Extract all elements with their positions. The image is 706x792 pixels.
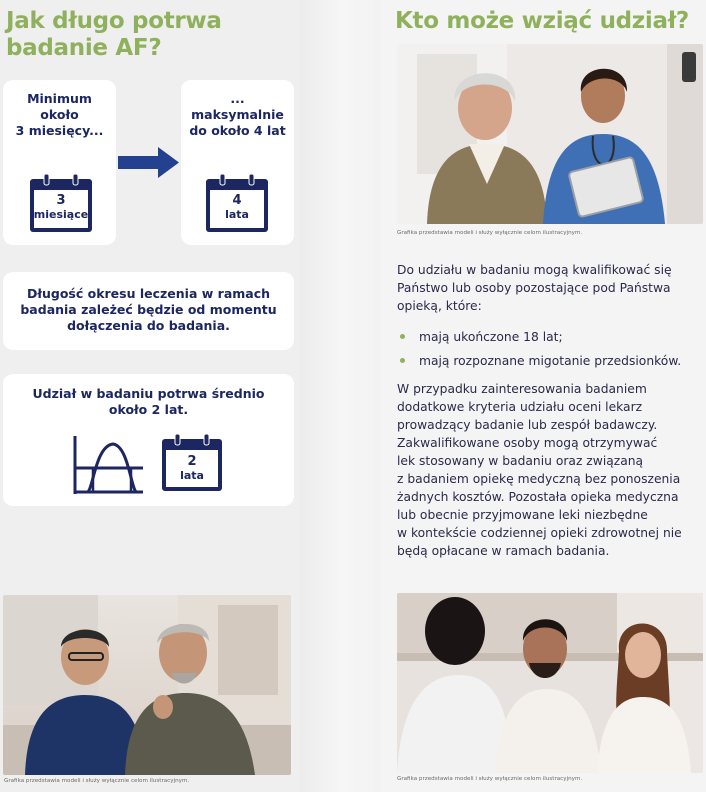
page-fold: [300, 0, 381, 792]
right-heading: Kto może wziąć udział?: [395, 8, 689, 34]
bullet-icon: [400, 358, 405, 363]
intro-line: Do udziału w badaniu mogą kwalifikować się: [397, 263, 672, 277]
left-heading-line2: badanie AF?: [6, 35, 162, 61]
paragraph-line: z badaniem opiekę medyczną bez ponoszenia: [397, 472, 681, 486]
card-treatment-length-text: Długość okresu leczenia w ramach badania zależeć będzie od momentu dołączenia do badania.: [20, 286, 277, 333]
calendar-icon: [161, 434, 223, 492]
paragraph-line: W przypadku zainteresowania badaniem: [397, 382, 647, 396]
left-heading-line1: Jak długo potrwa: [6, 8, 222, 34]
card-average-text: Udział w badaniu potrwa średnio około 2 lat.: [32, 386, 265, 417]
photo-nurse-patient: [397, 44, 703, 224]
paragraph-line: Zakwalifikowane osoby mogą otrzymywać: [397, 436, 658, 450]
eligibility-list: [397, 328, 703, 376]
photo-caption: Grafika przedstawia modeli i służy wyłącznie celom ilustracyjnym.: [397, 776, 583, 782]
list-item-text: mają ukończone 18 lat;: [419, 330, 563, 344]
intro-line: opieką, które:: [397, 299, 482, 313]
arrow-right-icon: [118, 146, 180, 180]
calendar-icon: [29, 174, 93, 233]
card-maximum-duration: [181, 80, 294, 245]
calendar-number: 2: [187, 454, 197, 469]
list-item: [397, 328, 703, 352]
paragraph-line: żadnych kosztów. Pozostała opieka medyczna: [397, 490, 679, 504]
bullet-icon: [400, 334, 405, 339]
card-minimum-duration: [3, 80, 116, 245]
paragraph-line: dodatkowe kryteria udziału oceni lekarz: [397, 400, 643, 414]
calendar-unit: miesiące: [33, 208, 89, 221]
photo-consultation: [397, 593, 703, 773]
card-average-duration: [3, 374, 294, 506]
intro-line: Państwo lub osoby pozostające pod Państwa: [397, 281, 671, 295]
calendar-unit: lata: [180, 469, 204, 482]
paragraph-line: w kontekście codziennej opieki zdrowotnej nie: [397, 526, 682, 540]
calendar-number: 4: [232, 193, 242, 208]
paragraph-line: prowadzący badanie lub zespół badawczy.: [397, 418, 658, 432]
paragraph-line: będą opłacane w ramach badania.: [397, 544, 610, 558]
photo-caption: Grafika przedstawia modeli i służy wyłącznie celom ilustracyjnym.: [4, 778, 190, 784]
card-treatment-length: [3, 272, 294, 350]
card-minimum-text: Minimum około 3 miesięcy...: [15, 91, 104, 138]
paragraph-line: lub obecnie przyjmowane leki niezbędne: [397, 508, 648, 522]
criteria-paragraph: [397, 380, 703, 560]
paragraph-line: lek stosowany w badaniu oraz związaną: [397, 454, 644, 468]
list-item: [397, 352, 703, 376]
list-item-text: mają rozpoznane migotanie przedsionków.: [419, 354, 682, 368]
photo-caption: Grafika przedstawia modeli i służy wyłącznie celom ilustracyjnym.: [397, 230, 583, 236]
photo-two-men: [3, 595, 291, 775]
bell-curve-icon: [71, 434, 145, 496]
calendar-number: 3: [56, 193, 66, 208]
calendar-unit: lata: [225, 208, 249, 221]
left-heading: [6, 8, 222, 62]
intro-paragraph: [397, 261, 703, 315]
calendar-icon: [205, 174, 269, 233]
card-maximum-text: ... maksymalnie do około 4 lat: [189, 91, 286, 138]
